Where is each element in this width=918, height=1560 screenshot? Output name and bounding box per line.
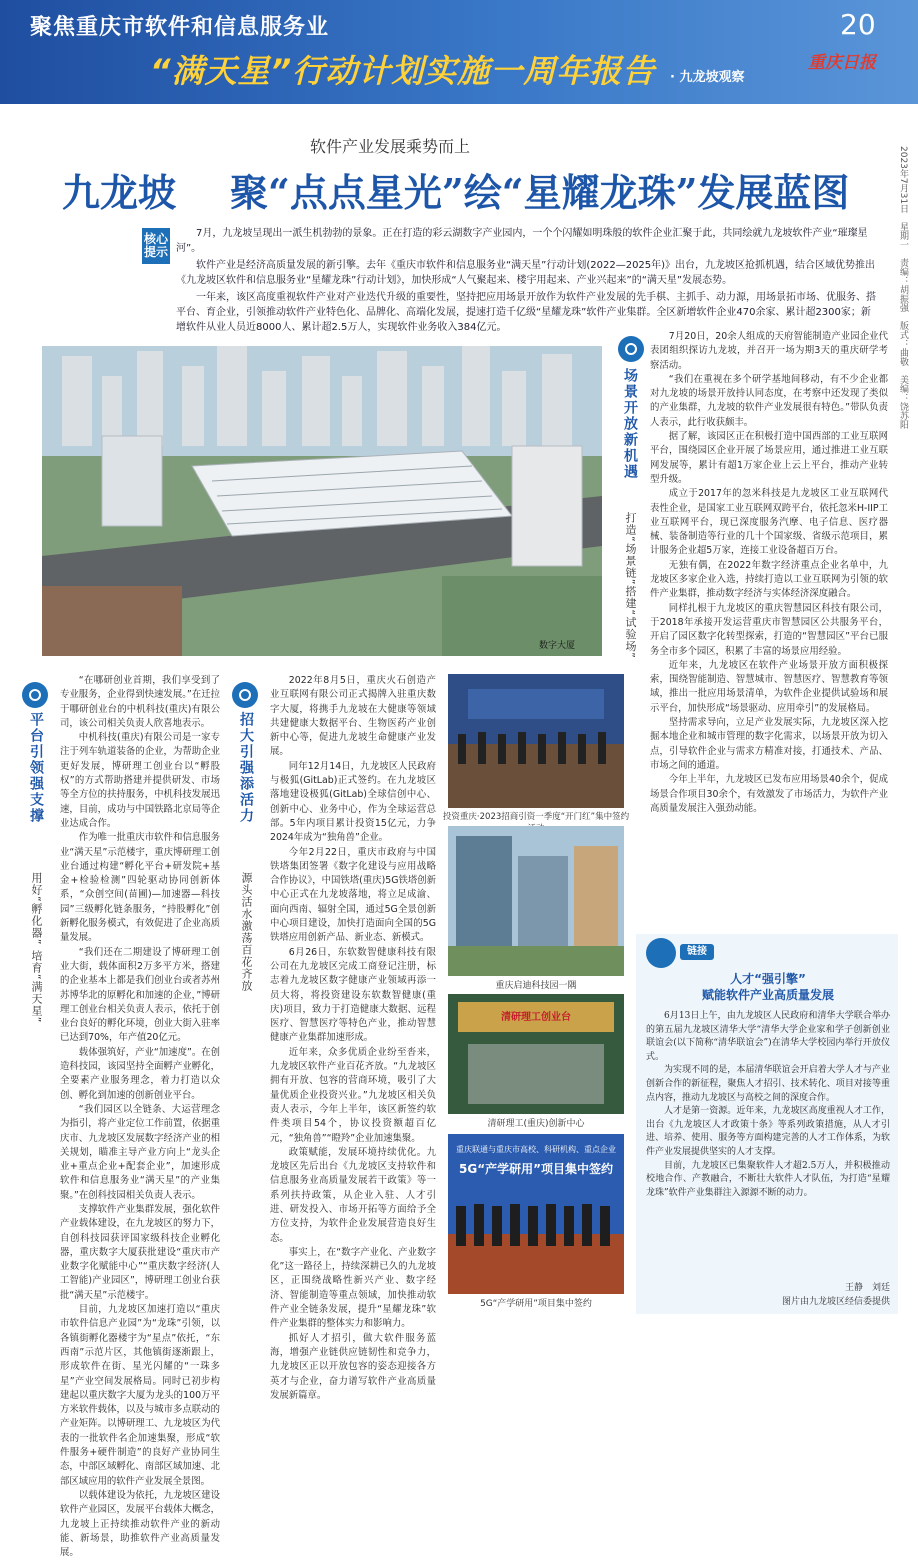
header-sub-title: · 九龙坡观察: [670, 70, 745, 85]
link-box: [636, 934, 898, 1314]
signing-ceremony-illustration: [448, 674, 624, 808]
section1-paragraph: “我们园区以全链条、大运营理念为指引，将产业定位工作前置，依据重庆市、九龙坡区发展数字经济产业的相关规划，瞄准主导产业方向上“龙头企业+重点企业+配套企业”，加速形成软件和信息服务业“满天星”的产业集聚。”在创科技园相关负责人表示。: [60, 1103, 220, 1201]
section1-paragraph: 中机科技(重庆)有限公司是一家专注于列车轨道装备的企业，为帮助企业更好发展，博研理工创业台以“孵股权”的方式帮助搭建并提供研发、市场等全方位的扶持服务，中机科技发展迅速，目前，成功与中国铁路北京局等企业达成合作。: [60, 732, 220, 829]
aerial-city-illustration: [42, 346, 602, 656]
core-tip-tag: 核心提示: [142, 228, 170, 264]
section2-paragraph: 同年12月14日，九龙坡区人民政府与极狐(GitLab)正式签约。在九龙坡区落地建设极狐(GitLab)全球信创中心、创新中心、业务中心，作为全球运营总部。5年内项目累计投资15亿元，力争2024年成为“独角兽”企业。: [270, 760, 436, 844]
article-kicker: 软件产业发展乘势而上: [309, 137, 470, 156]
link-paragraph: 人才是第一资源。近年来，九龙坡区高度重视人才工作，出台《九龙坡区人才政策十条》等系列政策措施，从人才引进、培养、使用、服务等方面构建完善的人才工作体系，为软件产业发展提供坚实的人才支撑。: [646, 1106, 890, 1157]
section1-paragraph: “在哪研创业首期，我们享受到了专业服务，企业得到快速发展。”在迁拉于哪研创业台的中机科技(重庆)有限公司，该公司相关负责人欣喜地表示。: [60, 675, 220, 729]
section3-paragraph: 7月20日，20余人组成的天府智能制造产业园企业代表团组织探访九龙坡，并召开一场为期3天的重庆研学考察活动。: [650, 331, 888, 371]
section3-paragraph: 据了解，该园区正在积极打造中国西部的工业互联网平台，围绕园区企业开展了场景应用，通过推进工业互联网发展等，累计有超1万家企业上云上平台，推动产业转型升级。: [650, 431, 888, 485]
main-photo-digital-tower: [42, 346, 602, 656]
section1-paragraph: 目前，九龙坡区加速打造以“重庆市软件信息产业园”为“龙珠”引领，以各镇街孵化器楼宇为“星点”依托，“东西南”示范片区，其他镇街逐渐跟上，形成软件在街、星光闪耀的“一珠多星”产业空间发展格局。同时已初步构建起以重庆数字大厦为龙头的100万平方米软件载体，以及与城市多点联动的产业矩阵。以博研理工、九龙坡区为代表的一批软件名企加速集聚，形成“软件服务+硬件制造”的良好产业协同生态，中部区域孵化、南部区域加速、北部区域应用的软件产业发展全景图。: [60, 1304, 220, 1487]
lead-paragraph: 一年来，该区高度重视软件产业对产业迭代升级的重要性，坚持把应用场景开放作为软件产业发展的先手棋、主抓手、动力源，用场景拓市场、优服务、搭平台、育企业，引领推动软件产业特色化、品牌化、高端化发展，提速打造千亿级“星耀龙珠”软件产业集群。全区新增软件企业470余家、累计超2300家；新增软件从业人员近8000人、累计超2.5万人，实现软件业务收入384亿元。: [176, 292, 876, 333]
section3-paragraph: 坚持需求导向，立足产业发展实际，九龙坡区深入挖掘本地企业和城市管理的数字化需求，以场景开放为切入点，引导软件企业与需求方精准对接，打通技术、产品、市场之间的通道。: [650, 717, 888, 771]
link-title-1: 人才“强引擎”: [730, 972, 806, 986]
section1-paragraph: 载体强筑好，产业“加速度”。在创造科技园，该园坚持全面孵产业孵化，全要素产业服务理念，着力打造以众创、孵化到加速的创新创业平台。: [60, 1046, 220, 1101]
section3-paragraph: 无独有偶，在2022年数字经济重点企业名单中，九龙坡区多家企业入选，持续打造以工业互联网为引领的软件产业集群，推动数字经济与实体经济深度融合。: [650, 559, 888, 600]
photo-5g-signing: [448, 1134, 624, 1294]
photo-signing-ceremony: [448, 674, 624, 808]
section3-icon: [618, 336, 644, 362]
lead-paragraph: 7月，九龙坡呈现出一派生机勃勃的景象。正在打造的彩云湖数字产业园内，一个个闪耀如明珠般的软件企业汇聚于此，共同绘就九龙坡软件产业“璀璨星河”。: [176, 228, 868, 254]
photo-caption-signing: 投资重庆·2023招商引资一季度“开门红”集中签约: [442, 812, 630, 822]
lead-paragraph: 软件产业是经济高质量发展的新引擎。去年《重庆市软件和信息服务业“满天星”行动计划(2022—2025年)》出台，九龙坡区抢抓机遇，结合区域优势推出《九龙坡区软件和信息服务业“星耀龙珠”行动计划》，加快形成“人气聚起来、楼宇用起来、产业兴起来”的“满天星”发展态势。: [176, 260, 876, 286]
photo-caption-center: 清研理工(重庆)创新中心: [487, 1119, 585, 1129]
header-top-line: 聚焦重庆市软件和信息服务业: [30, 15, 330, 40]
headline-left: 九龙坡: [62, 170, 177, 215]
link-paragraph: 6月13日上午，由九龙坡区人民政府和清华大学联合举办的第五届九龙坡区清华大学“清华大学企业家和学子创新创业联谊会(以下简称“清华联谊会”)在清华大学校园内举行开放仪式。: [646, 1011, 890, 1062]
main-photo-caption: 数字大厦: [538, 641, 575, 651]
section2-paragraph: 今年2月22日，重庆市政府与中国铁塔集团签署《数字化建设与应用战略合作协议》，中国铁塔(重庆)5G铁塔创新中心正式在九龙坡落地，将立足成渝、面向西南、辐射全国，通过5G全景创新中心项目建设，加快打造面向全国的5G铁塔应用创新产品、新业态、新模式。: [270, 846, 436, 944]
header-main-title: “满天星”行动计划实施一周年报告: [150, 52, 656, 90]
banner-main-text: 5G“产学研用”项目集中签约: [459, 1162, 613, 1176]
section2-title: 招大引强添活力: [238, 712, 254, 824]
byline: 王静 刘廷: [844, 1283, 890, 1293]
section1-paragraph: “我们还在二期建设了博研理工创业大街，载体面积2万多平方米，搭建的企业基本上都是我们创业台或者苏州苏博华北的原孵化和加速的企业，”博研理工创业台相关负责人表示，依托于创业台良好的孵化环境，创业大街入驻率已达到70%，年产值20亿元。: [60, 946, 220, 1044]
page-header: [0, 0, 918, 104]
section3-body: [650, 330, 888, 872]
section2-paragraph: 政策赋能，发展环境持续优化。九龙坡区先后出台《九龙坡区支持软件和信息服务业高质量发展若干政策》等一系列扶持政策，从企业入驻、人才引进、研发投入、市场开拓等方面给予全方位支持，为软件企业发展营造良好生态。: [270, 1146, 436, 1244]
section3-paragraph: 近年来，九龙坡区在软件产业场景开放方面积极探索，围绕智能制造、智慧城市、智慧医疗、智慧教育等领域，推出一批应用场景清单，为软件企业提供试验场和展示平台，加快形成“场景驱动、应用牵引”的发展格局。: [650, 659, 888, 714]
link-body: [646, 1010, 890, 1266]
section2-paragraph: 抓好人才招引，做大软件服务蓝海，增强产业链供应链韧性和竞争力，九龙坡区正以开放包容的姿态迎接各方英才与企业，奋力谱写软件产业高质量发展新篇章。: [270, 1332, 436, 1401]
photo-qingyan-center: [448, 994, 624, 1114]
section1-paragraph: 支撑软件产业集群发展，强化软件产业载体建设，在九龙坡区的努力下，自创科技园获评国家级科技企业孵化器，重庆数字大厦获批建设“重庆市产业数字化赋能中心”“重庆数字经济(人工智能)产业园区”，博研理工创业台获批“满天星”示范楼宇。: [60, 1203, 220, 1301]
section2-body: [270, 674, 436, 1401]
headline-right: 聚“点点星光”绘“星耀龙珠”发展蓝图: [230, 170, 850, 215]
photo-qidi-park: [448, 826, 624, 976]
section1-title: 平台引领强支撑: [28, 712, 44, 824]
banner-top-text: 重庆联通与重庆市高校、科研机构、重点企业: [456, 1145, 616, 1154]
headline: [62, 162, 882, 218]
section2-subtitle: 源头活水激荡百花齐放: [240, 872, 253, 992]
section2-paragraph: 6月26日，东软数智健康科技有限公司在九龙坡区完成工商登记注册，标志着九龙坡区数字健康产业领域再添一员大将，将投资建设东软数智健康(重庆)项目，致力于打造健康大数据、远程医疗、智慧医疗等特色产业，推动智慧健康产业集群加速形成。: [270, 946, 436, 1044]
link-paragraph: 为实现不同的是，本届清华联谊会开启着大学人才与产业创新合作的新征程，聚焦人才招引、技术转化、项目对接等重点内容，推动九龙坡区与高校之间的深度合作。: [646, 1065, 890, 1103]
link-title-2: 赋能软件产业高质量发展: [701, 988, 834, 1002]
link-tag: 链接: [680, 944, 714, 960]
section1-subtitle: 用好“孵化器” 培育“满天星”: [30, 872, 43, 1024]
section3-paragraph: 成立于2017年的忽米科技是九龙坡区工业互联网代表性企业，是国家工业互联网双跨平台，依托忽米H-IIP工业互联网平台，现已深度服务汽摩、电子信息、医疗器械、装备制造等行业的几十个国家级、省级示范项目，累计服务企业超5万家，连接工业设备超百万台。: [650, 488, 888, 557]
link-box-icon: [646, 938, 676, 968]
side-date-strip: 2023年7月31日 星期一 责编：胡振强 版式：曲敬 美编：饶苏阳: [898, 146, 908, 430]
section3-paragraph: 今年上半年，九龙坡区已发布应用场景40余个，促成场景合作项目30余个，有效激发了市场活力，为软件产业高质量发展注入强劲动能。: [650, 774, 888, 814]
section3-title: 场景开放新机遇: [622, 368, 638, 480]
masthead-logo: 重庆日报: [808, 53, 876, 73]
section2-icon: [232, 682, 258, 708]
photo-credit: 图片由九龙坡区经信委提供: [781, 1297, 890, 1307]
section1-paragraph: 作为唯一批重庆市软件和信息服务业“满天星”示范楼宇，重庆博研理工创业台通过构建“孵化平台+研发院+基金+检验检测”四轮驱动协同创新体系，“众创空间(苗圃)—加速器—科技园”三级孵化链条服务，“持股孵化”创新孵化服务模式，有效促进了企业高质量发展。: [60, 832, 220, 944]
section3-subtitle: 打造“场景链”搭建“试验场”: [624, 512, 637, 659]
section1-body: [60, 674, 220, 1559]
lead-summary: [176, 226, 876, 337]
section2-paragraph: 2022年8月5日，重庆火石创造产业互联网有限公司正式揭牌入驻重庆数字大厦，将携手九龙坡在大健康等领域共建健康大数据平台、生物医药产业创新中心等，促进九龙坡生命健康产业发展。: [270, 675, 436, 758]
section1-icon: [22, 682, 48, 708]
people-row-illustration: [448, 1194, 624, 1294]
link-paragraph: 目前，九龙坡区已集聚软件人才超2.5万人，并积极推动校地合作、产教融合，不断壮大软件人才队伍，为打造“星耀龙珠”软件产业集群注入源源不断的动力。: [646, 1160, 890, 1198]
section3-paragraph: “我们在重视在多个研学基地间移动，有不少企业都对九龙坡的场景开放持认同态度，在考察中还发现了类似的产业集群，九龙坡的软件产业发展很有特色。”带队负责人表示，此行收获颇丰。: [650, 373, 888, 428]
park-buildings-illustration: [448, 826, 624, 976]
page-number: 20: [840, 8, 876, 41]
photo-caption-park: 重庆启迪科技园一隅: [495, 981, 577, 991]
photo-caption-5g: 5G“产学研用”项目集中签约: [480, 1299, 592, 1309]
section2-paragraph: 近年来，众多优质企业纷至沓来，九龙坡区软件产业百花齐放。“九龙坡区拥有开放、包容的营商环境，吸引了大量优质企业投资兴业。”九龙坡区相关负责人表示，今年上半年，该区新签约软件类项目54个，协议投资额超百亿元，“独角兽”“瞪羚”企业加速集聚。: [270, 1046, 436, 1144]
sign-text: 清研理工创业台: [501, 1012, 571, 1023]
section2-paragraph: 事实上，在“数字产业化、产业数字化”这一路径上，持续深耕已久的九龙坡区，正围绕战略性新兴产业、数字经济、智能制造等重点领域，加快推动软件产业全链条发展，提升“星耀龙珠”软件产业集群的整体实力和影响力。: [270, 1246, 436, 1330]
section1-paragraph: 以载体建设为依托，九龙坡区建设软件产业园区，发展平台载体大概念，九龙坡上正持续推动软件产业的新动能、新场景，助推软件产业高质量发展。: [60, 1489, 220, 1559]
section3-paragraph: 同样扎根于九龙坡区的重庆智慧园区科技有限公司，于2018年承接开发运营重庆市智慧园区公共服务平台，开启了园区数字化转型探索，打造的“智慧园区”平台已服务全市多个园区，积累了丰富的场景应用经验。: [650, 602, 888, 657]
